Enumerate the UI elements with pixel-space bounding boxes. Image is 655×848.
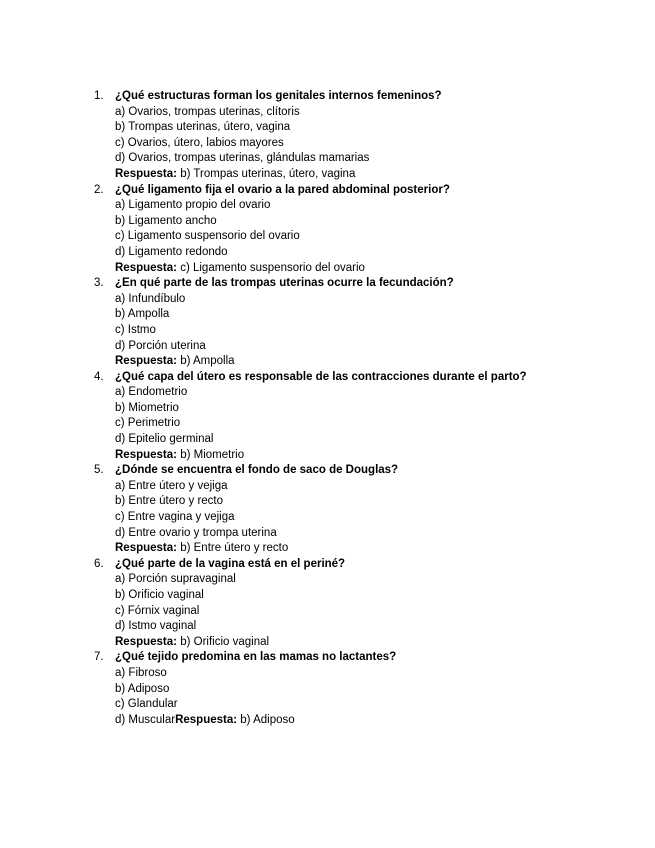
option-b: b) Orificio vaginal	[115, 589, 204, 601]
question-text: ¿En qué parte de las trompas uterinas ocurre la fecundación?	[115, 277, 454, 290]
option-b: b) Ampolla	[115, 308, 170, 321]
question-heading	[94, 650, 634, 666]
option-list	[94, 479, 634, 541]
option-c: c) Perimetrio	[115, 417, 181, 430]
option-d: d) Entre ovario y trompa uterina	[115, 526, 277, 539]
question-text: ¿Dónde se encuentra el fondo de saco de Douglas?	[115, 464, 399, 477]
option-a: a) Ligamento propio del ovario	[115, 199, 271, 212]
question-number: 6.	[94, 557, 104, 570]
question-number: 3.	[94, 277, 104, 290]
answer-label: Respuesta:	[115, 635, 177, 648]
question-item	[94, 650, 634, 728]
question-item	[94, 89, 634, 183]
answer-line	[94, 354, 634, 370]
option-d: d) Muscular	[115, 713, 176, 726]
question-item	[94, 183, 634, 277]
option-a: a) Infundíbulo	[115, 292, 186, 305]
question-item	[94, 276, 634, 370]
question-heading	[94, 370, 634, 386]
question-text: ¿Qué tejido predomina en las mamas no lactantes?	[115, 651, 397, 664]
answer-text: b) Adiposo	[240, 713, 295, 726]
answer-text: b) Orificio vaginal	[180, 635, 270, 648]
question-item	[94, 370, 634, 464]
answer-text: b) Ampolla	[180, 355, 235, 368]
answer-text: b) Entre útero y recto	[180, 542, 289, 555]
answer-label: Respuesta:	[115, 542, 177, 555]
answer-line	[94, 541, 634, 557]
option-list	[94, 292, 634, 354]
option-d: d) Ovarios, trompas uterinas, glándulas mamarias	[115, 152, 370, 165]
question-number: 1.	[94, 90, 104, 102]
option-b: b) Trompas uterinas, útero, vagina	[115, 121, 291, 134]
question-item	[94, 463, 634, 557]
option-d: d) Epitelio germinal	[115, 433, 214, 446]
option-b: b) Miometrio	[115, 401, 179, 414]
option-c: c) Glandular	[115, 698, 178, 711]
option-d: d) Istmo vaginal	[115, 620, 197, 633]
option-c: c) Istmo	[115, 323, 156, 336]
option-d-with-answer	[115, 713, 634, 729]
option-c: c) Fórnix vaginal	[115, 604, 200, 617]
option-c: c) Ligamento suspensorio del ovario	[115, 230, 300, 243]
question-heading	[94, 89, 634, 105]
option-d: d) Porción uterina	[115, 339, 206, 352]
question-number: 4.	[94, 370, 104, 383]
answer-line	[94, 635, 634, 651]
option-d: d) Ligamento redondo	[115, 245, 228, 258]
question-heading	[94, 463, 634, 479]
question-heading	[94, 557, 634, 573]
answer-line	[94, 448, 634, 464]
option-a: a) Porción supravaginal	[115, 573, 236, 586]
option-list	[94, 198, 634, 260]
answer-text: b) Miometrio	[180, 448, 245, 461]
question-text: ¿Qué capa del útero es responsable de las contracciones durante el parto?	[115, 370, 527, 383]
option-a: a) Endometrio	[115, 386, 188, 399]
option-b: b) Entre útero y recto	[115, 495, 224, 508]
question-text: ¿Qué ligamento fija el ovario a la pared abdominal posterior?	[115, 183, 450, 196]
answer-label: Respuesta:	[115, 448, 177, 461]
answer-label: Respuesta:	[115, 167, 177, 180]
question-heading	[94, 276, 634, 292]
question-item	[94, 557, 634, 651]
option-list	[94, 666, 634, 728]
option-list	[94, 385, 634, 447]
question-text: ¿Qué estructuras forman los genitales internos femeninos?	[115, 90, 442, 102]
answer-text: c) Ligamento suspensorio del ovario	[180, 261, 365, 274]
question-number: 7.	[94, 651, 104, 664]
option-a: a) Ovarios, trompas uterinas, clítoris	[115, 105, 300, 118]
option-a: a) Fibroso	[115, 666, 167, 679]
answer-label: Respuesta:	[115, 261, 177, 274]
answer-line	[94, 261, 634, 277]
option-list	[94, 572, 634, 634]
answer-line	[94, 167, 634, 183]
option-b: b) Adiposo	[115, 682, 170, 695]
option-b: b) Ligamento ancho	[115, 214, 217, 227]
option-a: a) Entre útero y vejiga	[115, 479, 228, 492]
answer-label: Respuesta:	[175, 713, 238, 726]
option-c: c) Ovarios, útero, labios mayores	[115, 136, 284, 149]
question-list	[94, 89, 634, 728]
question-number: 5.	[94, 464, 104, 477]
answer-label: Respuesta:	[115, 355, 177, 368]
option-list	[94, 105, 634, 167]
option-c: c) Entre vagina y vejiga	[115, 511, 235, 524]
question-heading	[94, 183, 634, 199]
question-number: 2.	[94, 183, 104, 196]
answer-text: b) Trompas uterinas, útero, vagina	[180, 167, 356, 180]
question-text: ¿Qué parte de la vagina está en el periné?	[115, 557, 346, 570]
